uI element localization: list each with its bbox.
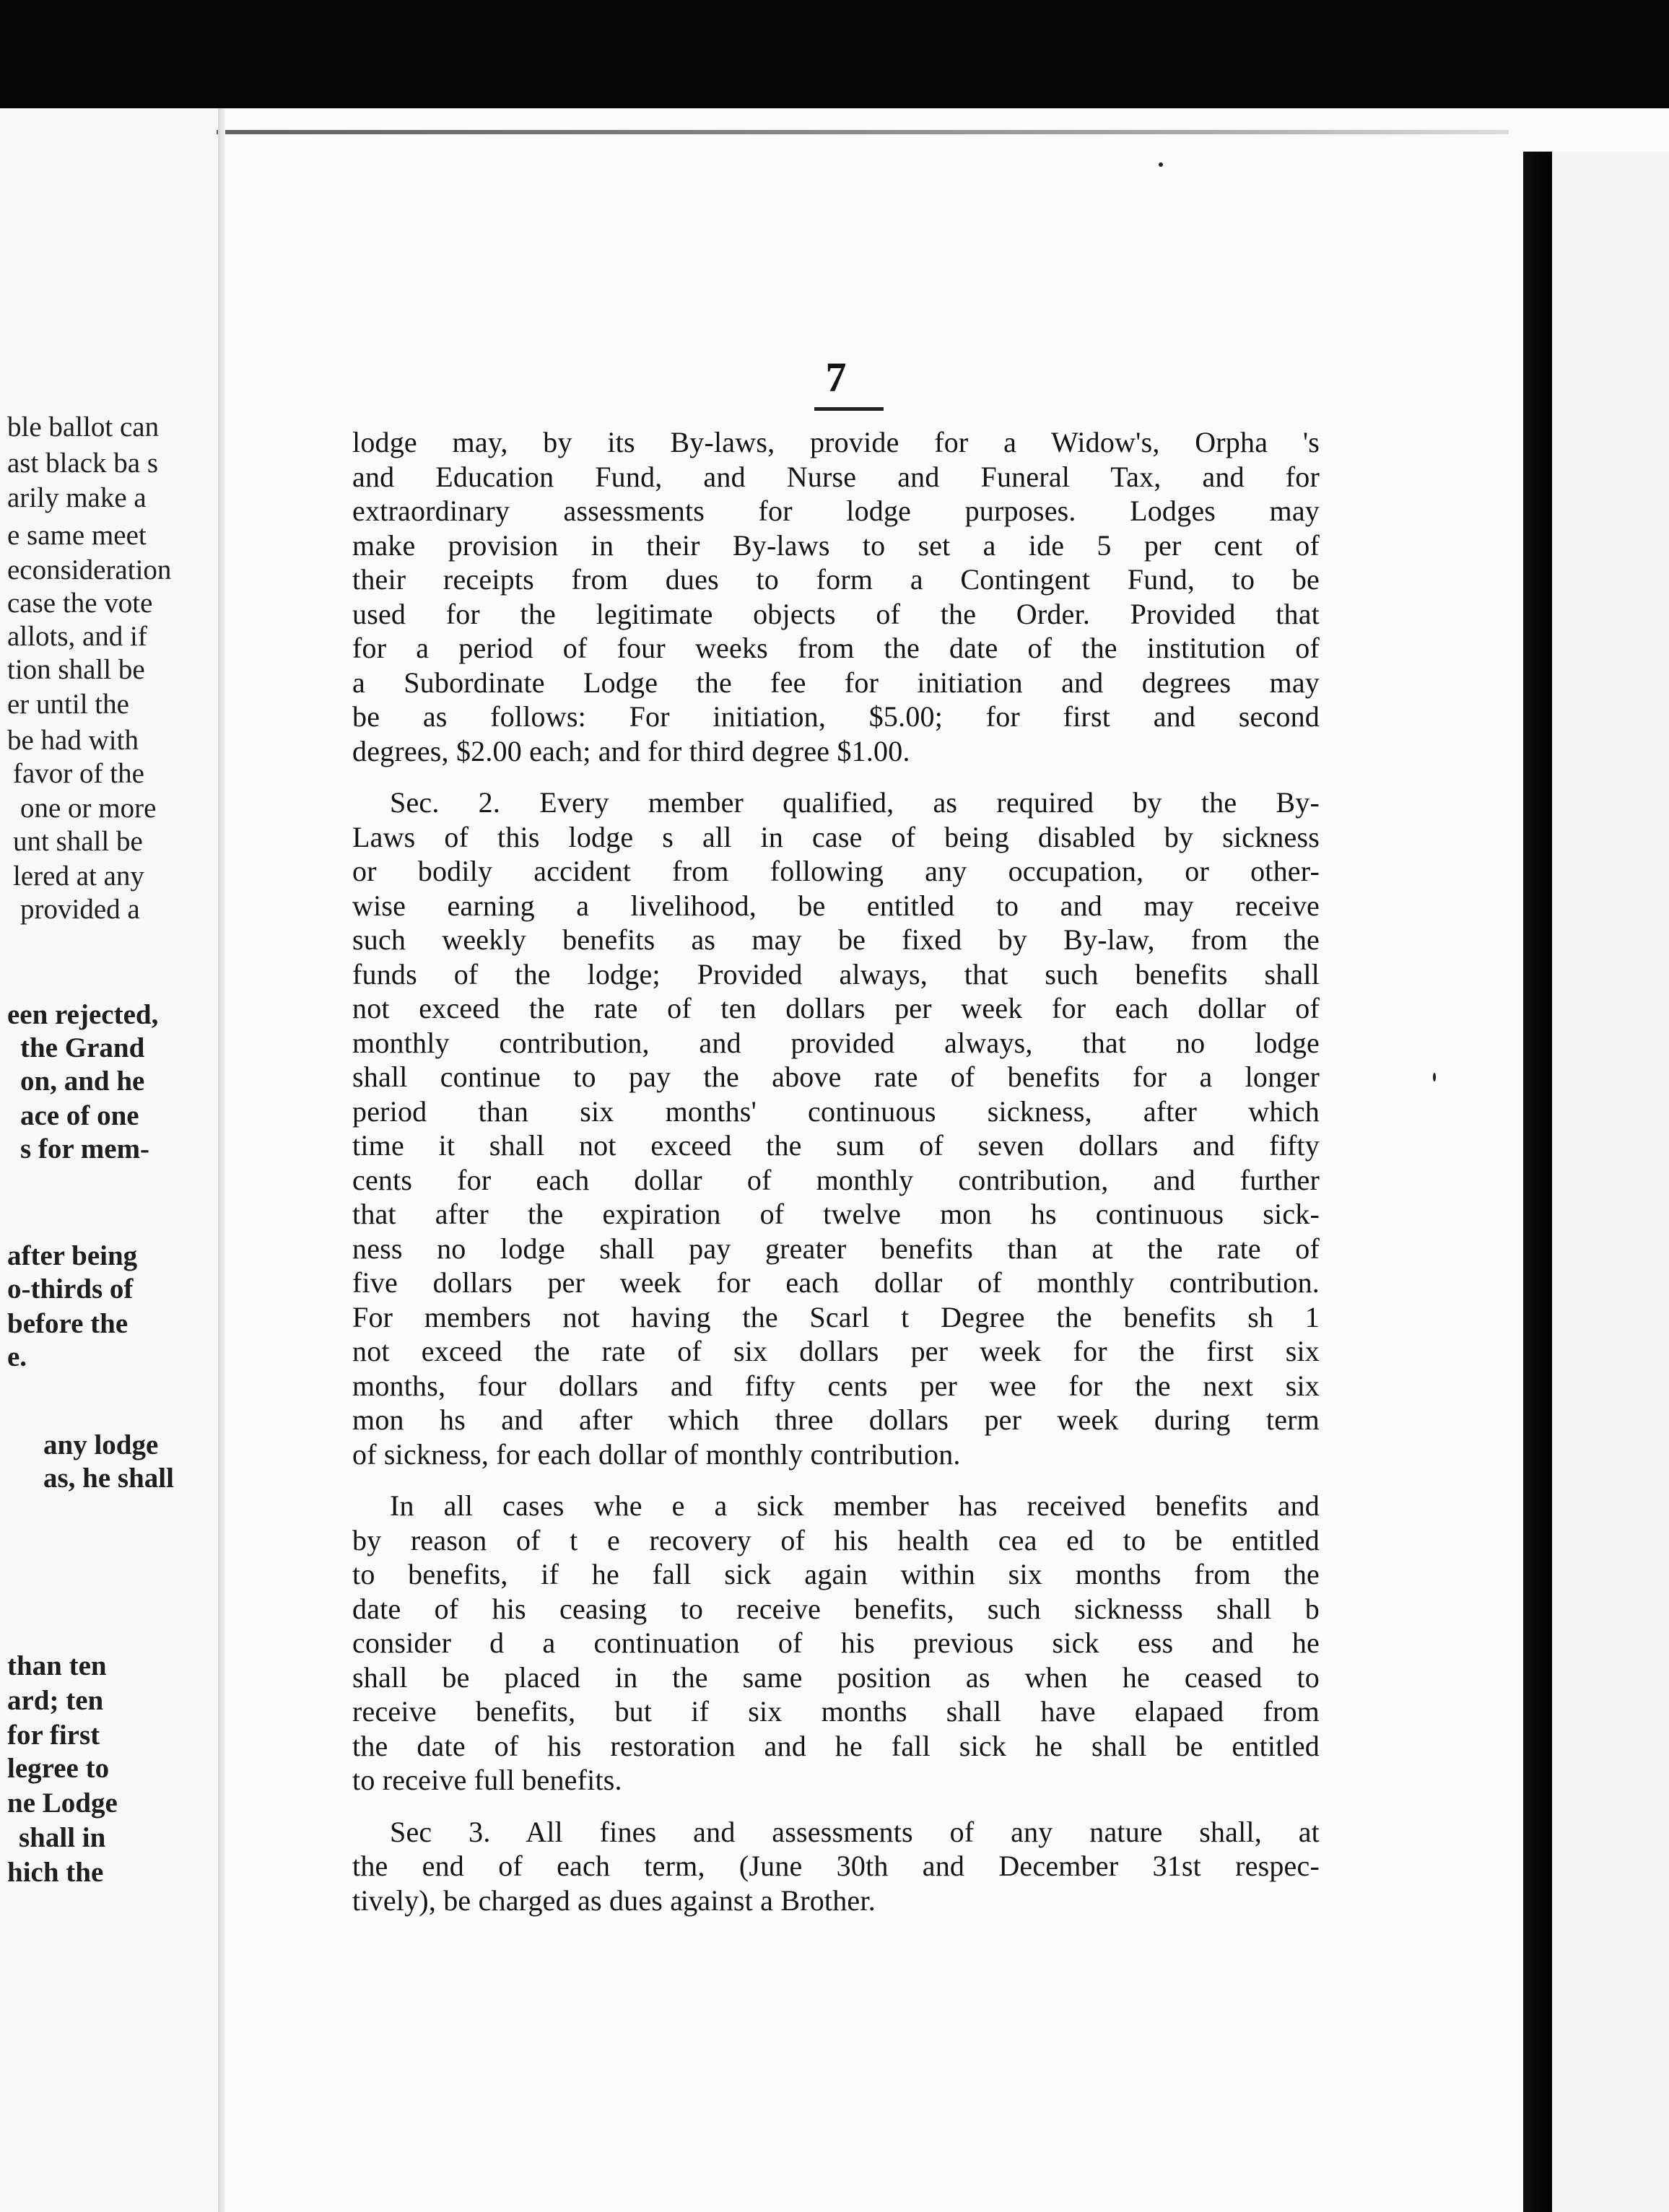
text-line: for a period of four weeks from the date of the institution of [352,632,1320,664]
text-line: to receive full benefits. [352,1764,622,1796]
text-line: extraordinary assessments for lodge purposes. Lodges may [352,495,1320,527]
page-number: 7 [825,354,847,401]
left-page-line: ble ballot can [7,412,160,443]
text-line: period than six months' continuous sickness, after which [352,1094,1320,1128]
left-page-line: lered at any [13,861,144,892]
text-line: funds of the lodge; Provided always, that such benefits shall [352,957,1320,990]
text-line: monthly contribution, and provided always, that no lodge [352,1026,1320,1059]
page-gutter [218,108,225,2212]
text-line: and Education Fund, and Nurse and Funeral Tax, and for [352,460,1320,493]
text-line: Sec 3. All fines and assessments of any nature shall, at [390,1815,1320,1848]
paragraph-para-3 [352,1489,1320,1798]
text-line: wise earning a livelihood, be entitled to and may receive [352,889,1320,922]
paragraph-gap [352,1798,1320,1815]
text-line: tively), be charged as dues against a Brother. [352,1884,876,1917]
text-line: not exceed the rate of six dollars per week for the first six [352,1335,1320,1367]
text-line: such weekly benefits as may be fixed by By-law, from the [352,923,1320,956]
text-line: Sec. 2. Every member qualified, as required by the By- [390,786,1320,819]
text-line: cents for each dollar of monthly contribution, and further [352,1163,1320,1196]
left-page-line: ace of one [20,1100,139,1131]
left-page-line: favor of the [13,758,144,789]
text-line: of sickness, for each dollar of monthly contribution. [352,1437,961,1471]
page-number-rule [814,407,884,411]
text-line: or bodily accident from following any occupation, or other- [352,855,1320,887]
left-page-line: be had with [7,725,139,756]
left-page-line: unt shall be [13,826,143,857]
left-page-line: een rejected, [7,999,159,1030]
left-page-line: as, he shall [43,1463,174,1494]
page-edge-shadow [1523,152,1552,2212]
left-page-line: after being [7,1240,138,1271]
text-line: time it shall not exceed the sum of seven dollars and fifty [352,1129,1320,1162]
left-page-line: any lodge [43,1429,159,1460]
paragraph-gap [352,768,1320,785]
text-line: shall continue to pay the above rate of benefits for a longer [352,1061,1320,1093]
left-page-line: provided a [20,894,140,925]
text-line: months, four dollars and fifty cents per wee for the next six [352,1369,1320,1402]
page-edge [1552,152,1669,2212]
text-line: the date of his restoration and he fall sick he shall be entitled [352,1729,1320,1762]
text-line: lodge may, by its By-laws, provide for a Widow's, Orpha 's [352,426,1320,458]
text-line: ness no lodge shall pay greater benefits than at the rate of [352,1232,1320,1265]
right-page-text [352,352,1320,1917]
speck-mark [1433,1073,1436,1081]
speck-mark [1159,162,1163,167]
text-line: the end of each term, (June 30th and December 31st respec- [352,1850,1320,1882]
text-line: to benefits, if he fall sick again within six months from the [352,1558,1320,1590]
text-line: their receipts from dues to form a Contingent Fund, to be [352,563,1320,596]
left-page-fragment [0,108,217,2212]
left-page-line: tion shall be [7,654,145,685]
text-line: In all cases whe e a sick member has received benefits and [390,1489,1320,1522]
left-page-line: legree to [7,1753,110,1784]
text-line: a Subordinate Lodge the fee for initiation and degrees may [352,666,1320,699]
text-line: date of his ceasing to receive benefits, such sicknesss shall b [352,1592,1320,1625]
left-page-line: than ten [7,1650,107,1681]
text-line: used for the legitimate objects of the Order. Provided that [352,597,1320,630]
paragraph-gap [352,1471,1320,1489]
text-line: consider d a continuation of his previous sick ess and he [352,1627,1320,1659]
text-line: five dollars per week for each dollar of monthly contribution. [352,1266,1320,1299]
left-page-line: e. [7,1341,27,1372]
left-page-line: ard; ten [7,1685,104,1716]
left-page-line: s for mem- [20,1133,150,1164]
left-page-line: e same meet [7,520,147,551]
text-line: For members not having the Scarl t Degree the benefits sh 1 [352,1300,1320,1333]
text-line: by reason of t e recovery of his health cea ed to be entitled [352,1523,1320,1556]
left-page-line: allots, and if [7,621,147,652]
left-page-line: econsideration [7,554,172,585]
paragraph-sec-3 [352,1815,1320,1918]
left-page-line: o-thirds of [7,1273,134,1305]
left-page-line: ast black ba s [7,448,159,479]
left-page-line: for first [7,1720,100,1751]
left-page-line: on, and he [20,1066,145,1097]
text-line: receive benefits, but if six months shall have elapaed from [352,1695,1320,1728]
paragraph-sec-2 [352,785,1320,1471]
left-page-line: hich the [7,1857,104,1888]
left-page-line: the Grand [20,1032,145,1063]
paragraph-para-1 [352,425,1320,768]
text-line: that after the expiration of twelve mon hs continuous sick- [352,1198,1320,1230]
left-page-line: shall in [19,1822,106,1853]
left-page-line: ne Lodge [7,1788,118,1819]
text-line: degrees, $2.00 each; and for third degree $1.00. [352,734,910,767]
left-page-line: one or more [20,793,157,824]
scanned-page [0,108,1669,2212]
text-line: shall be placed in the same position as when he ceased to [352,1660,1320,1694]
text-line: be as follows: For initiation, $5.00; for first and second [352,700,1320,733]
text-line: make provision in their By-laws to set a ide 5 per cent of [352,528,1320,562]
left-page-line: case the vote [7,588,153,619]
left-page-line: arily make a [7,482,147,513]
page-top-edge [0,130,1509,134]
body-text [352,425,1320,1917]
left-page-line: before the [7,1308,128,1339]
text-line: mon hs and after which three dollars per week during term [352,1403,1320,1436]
text-line: Laws of this lodge s all in case of being disabled by sickness [352,820,1320,853]
text-line: not exceed the rate of ten dollars per week for each dollar of [352,992,1320,1024]
left-page-line: er until the [7,689,129,720]
